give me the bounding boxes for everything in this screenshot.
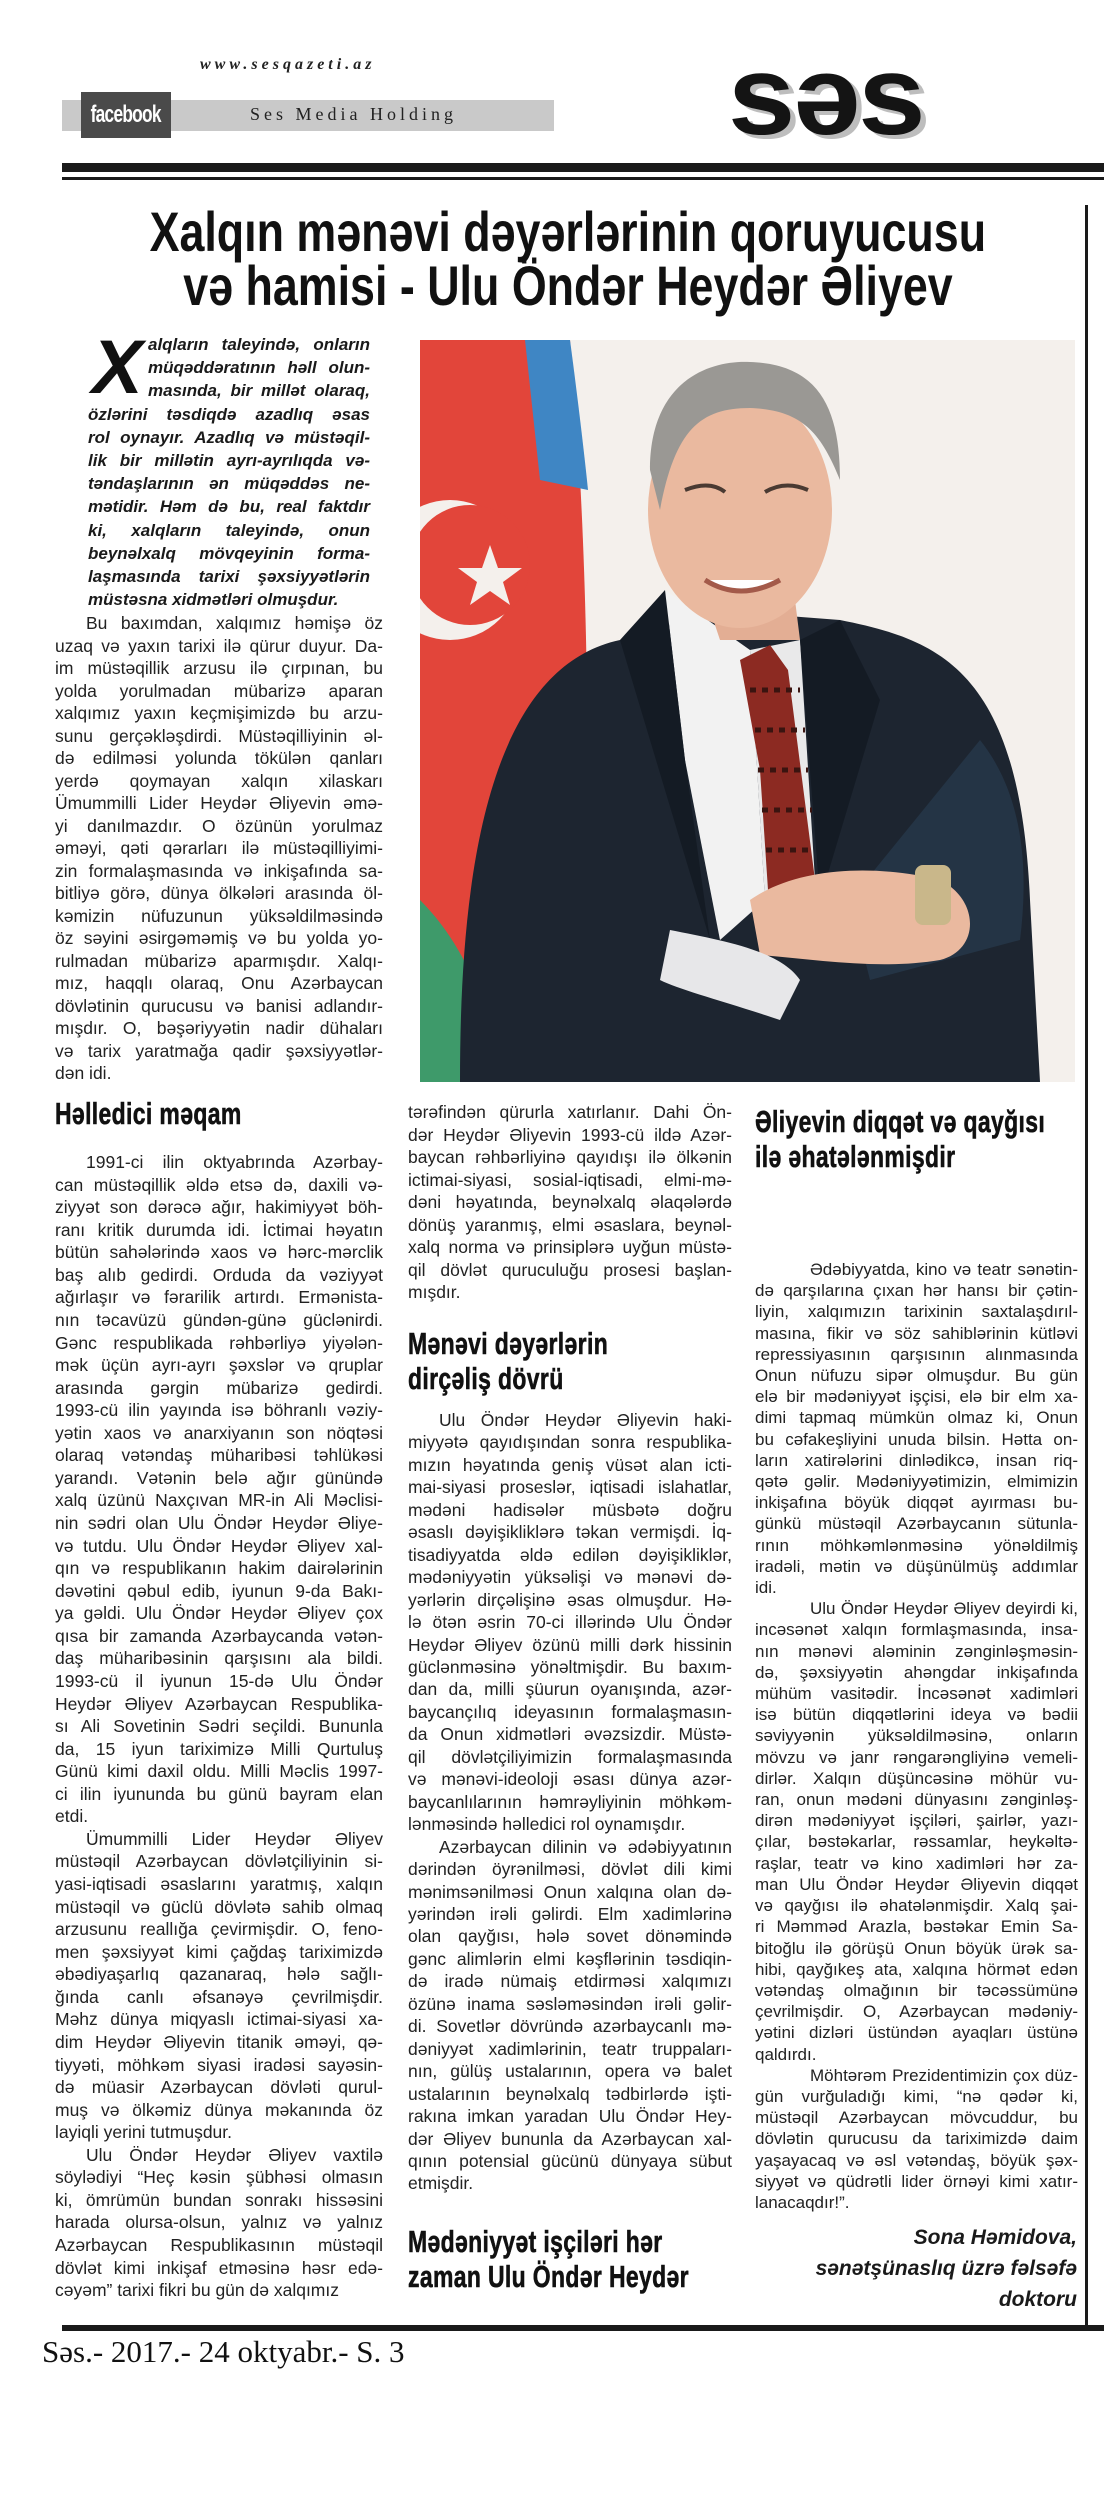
text-line: idi.: [755, 1578, 777, 1598]
text-line: yətini dizləri üstündən ayaqları üstünə: [755, 2023, 1078, 2043]
author-title: doktoru: [998, 2288, 1077, 2311]
text-line: yolda yorulmadan mübarizə aparan: [55, 680, 383, 701]
text-line: dan da, milli şüurun oyanışında, azər-: [408, 1679, 732, 1700]
text-line: Ümummilli Lider Heydər Əliyev: [86, 1828, 383, 1849]
text-line: ğında canlı əfsanəyə çevrilmişdir.: [55, 1986, 383, 2007]
text-line: mai-siyasi proseslər, iqtisadi islahatlar,: [408, 1477, 732, 1498]
text-line: Azərbaycan Respublikasının müstəqil: [55, 2235, 383, 2255]
text-line: dimi tapmaq mümkün olmaz ki, Onun: [755, 1408, 1078, 1428]
portrait-photo: [420, 340, 1075, 1082]
text-line: ziyyət son dərəcə ağır, hakimiyyət böh-: [55, 1197, 383, 1218]
newspaper-logo: səs: [728, 33, 924, 158]
text-line: ran, onun mədəni dünyasını zənginləş-: [755, 1790, 1078, 1810]
text-line: nın təcavüzü gündən-günə güclənirdi.: [55, 1309, 383, 1330]
masthead-rule: [62, 163, 1104, 172]
text-line: yarandı. Vətənin belə ağır günündə: [55, 1467, 383, 1488]
text-line: beynəlxalq mövqeyinin forma-: [88, 543, 370, 563]
text-line: man Ulu Öndər Heydər Əliyevin diqqət: [755, 1874, 1078, 1894]
text-line: mədəni hadisələr müsbətə doğru: [408, 1499, 732, 1520]
heading-line: [408, 1361, 732, 1396]
text-line: Ümummilli Lider Heydər Əliyevin əmə-: [55, 793, 383, 813]
text-line: kəmizin nüfuzunun yüksəldilməsində: [55, 905, 383, 926]
text-line: ki, xalqların taleyində, onun: [88, 520, 370, 540]
drop-cap: X: [92, 325, 143, 410]
text-line: mövzu və janr rəngarəngliyinə vemeli-: [755, 1747, 1078, 1767]
text-line: əməyi, qəti qərarları ilə müstəqilliyimi-: [55, 838, 383, 858]
text-line: qın və respublikanın hakim dairələrinin: [55, 1558, 383, 1579]
text-line: liyin, xalqımızın tarixinin saxtalaşdırıl-: [755, 1302, 1078, 1322]
text-line: mənimsənilməsi Onun xalqına olan də-: [408, 1881, 732, 1902]
text-line: da Onun xidmətləri əvəzsizdir. Müstə-: [408, 1724, 732, 1745]
text-line: çevrilmişdir. O, Azərbaycan mədəniy-: [755, 2002, 1078, 2022]
text-line: rulmadan mübarizə aparmışdır. Xalqı-: [55, 950, 383, 971]
text-line: yaşayacaq və əsl vətəndaş, böyük şəx-: [755, 2150, 1078, 2170]
text-line: nin sədri olan Ulu Öndər Heydər Əliye-: [55, 1513, 383, 1533]
text-line: gənc alimlərin elmi kəşflərinin təsdiqin-: [408, 1948, 732, 1969]
text-line: mışdır.: [408, 1282, 461, 1302]
text-line: lənməsində həlledici rol oynamışdır.: [408, 1814, 686, 1835]
text-line: xalq üzünü Naxçıvan MR-in Ali Məclisi-: [55, 1490, 383, 1511]
text-line: yasi-iqtisadi əsaslarını yaratmış, xalqın: [55, 1874, 383, 1894]
text-line: baycanlılarının həmrəyliyinin möhkəm-: [408, 1791, 732, 1812]
text-line: qil dövlətçiliyimizin formalaşmasında: [408, 1746, 732, 1767]
text-line: rol oynayır. Azadlıq və müstəqil-: [88, 427, 370, 447]
heading-line: [55, 1096, 383, 1131]
facebook-icon[interactable]: [81, 92, 171, 138]
text-line: Bu baxımdan, xalqımız həmişə öz: [86, 613, 383, 633]
text-line: iradəli, mətin və düşünülmüş addımlar: [755, 1556, 1078, 1576]
text-line: və tarix yaratmağa qadir şəxsiyyətlər-: [55, 1040, 383, 1061]
text-line: alqların taleyində, onların: [148, 335, 370, 354]
text-line: yərlərin dirçəlişinə əsas olmuşdur. Hə-: [408, 1589, 732, 1610]
text-line: uzaq və yaxın tarixi ilə qürur duyur. Da-: [55, 635, 383, 656]
text-line: dəvətini qəbul edib, iyunun 9-da Bakı-: [55, 1580, 383, 1601]
text-line: mək üçün ayrı-ayrı şəxslər və qruplar: [55, 1355, 383, 1376]
text-line: 1993-cü ilin yayında isə böhranlı vəziy-: [55, 1400, 383, 1421]
text-line: im müstəqillik arzusu ilə çırpınan, bu: [55, 658, 383, 678]
text-line: Ulu Öndər Heydər Əliyev vaxtilə: [86, 2144, 383, 2165]
heading-text: dirçəliş dövrü: [408, 1361, 564, 1396]
text-line: vətəndaş olmağının bir təcəssümünə: [755, 1980, 1078, 2000]
middle-column-text: [408, 1409, 732, 2195]
text-line: gün vurğuladığı kimi, “nə qədər ki,: [755, 2086, 1078, 2106]
author-title: sənətşünaslıq üzrə fəlsəfə: [815, 2257, 1077, 2280]
text-line: hibi, qayğıkeş ata, xalqına hörmət edən: [755, 1959, 1078, 1979]
text-line: harada olursa-olsun, yalnız və yalnız: [55, 2212, 383, 2233]
citation: Səs.- 2017.- 24 oktyabr.- S. 3: [42, 2334, 405, 2369]
left-column-text: [55, 612, 383, 1085]
text-line: dövlətinin qurucusu və banisi adlandır-: [55, 995, 383, 1016]
text-line: günkü müstəqil Azərbaycanın sütunla-: [755, 1514, 1078, 1534]
text-line: ri Məmməd Arazla, bəstəkar Emin Sa-: [755, 1917, 1078, 1937]
text-line: Gənc respublikada rəhbərliyə yiyələn-: [55, 1332, 383, 1353]
title-text: və hamisi - Ulu Öndər Heydər Əliyev: [183, 254, 953, 317]
holding-name: Ses Media Holding: [250, 104, 457, 124]
text-line: rakına imkan yaradan Ulu Öndər Hey-: [408, 2106, 732, 2127]
text-line: ranı kritik durumda idi. İctimai həyatın: [55, 1219, 383, 1240]
heading-text: Əliyevin diqqət və qayğısı: [755, 1104, 1046, 1139]
article-title-line-1: [40, 200, 1096, 263]
text-line: və tutdu. Ulu Öndər Heydər Əliyev xal-: [55, 1535, 383, 1556]
text-line: baycançılıq ideyasının formalaşmasın-: [408, 1701, 732, 1722]
text-line: da, 15 iyun tariximizə Milli Qurtuluş: [55, 1738, 383, 1759]
text-line: əsaslı dəyişikliklərə təkan vermişdi. İq-: [408, 1522, 732, 1543]
text-line: qının potensial gücünü dünyaya sübut: [408, 2150, 732, 2171]
text-line: Ulu Öndər Heydər Əliyevin haki-: [439, 1410, 732, 1430]
text-line: miyyətə qayıdışından sonra respublika-: [408, 1432, 732, 1453]
facebook-label: facebook: [90, 101, 162, 128]
text-line: Günü kimi daxil oldu. Milli Məclis 1997-: [55, 1761, 383, 1782]
text-line: Heydər Əliyev özünü milli dərk hissinin: [408, 1634, 732, 1655]
text-line: isə bütün diqqətlərini ideya və bədii: [755, 1705, 1078, 1725]
text-line: dər Heydər Əliyevin 1993-cü ildə Azər-: [408, 1124, 732, 1145]
text-line: baycan rəhbərliyinə qayıdışı ilə ölkənin: [408, 1147, 732, 1167]
text-line: ci ilin iyununda bu günü bayram elan: [55, 1783, 383, 1804]
text-line: 1993-cü il iyunun 15-də Ulu Öndər: [55, 1670, 383, 1691]
text-line: də edilməsi yolunda tökülən qanları: [55, 748, 383, 768]
text-line: dövlət kimi inkişaf etməsinə həsr edə-: [55, 2257, 383, 2278]
heading-text: Həlledici məqam: [55, 1096, 242, 1131]
website-url[interactable]: www.sesqazeti.az: [200, 56, 376, 73]
column-divider: [1085, 205, 1088, 2325]
title-text: Xalqın mənəvi dəyərlərinin qoruyucusu: [149, 200, 987, 263]
heading-text: zaman Ulu Öndər Heydər: [408, 2259, 689, 2294]
text-line: sı Ali Sovetinin Sədri seçildi. Bununla: [55, 1716, 383, 1737]
text-line: özünə inama səsləməsindən irəli gəlir-: [408, 1993, 732, 2014]
text-line: tisadiyyatda əldə edilən dəyişikliklər,: [408, 1544, 732, 1565]
text-line: repressiyasının qarşısının alınmasında: [755, 1344, 1078, 1364]
text-line: ki, ömrümün bundan sonrakı hissəsini: [55, 2189, 383, 2210]
text-line: lanacaqdır!”.: [755, 2192, 850, 2212]
text-line: mühüm vasitədir. İncəsənət xadimləri: [755, 1684, 1078, 1704]
text-line: mətidir. Həm də bu, real faktdır: [88, 497, 370, 517]
text-line: əbədiyaşarlıq qazanaraq, hələ sağlı-: [55, 1964, 383, 1985]
text-line: bitliyə görə, dünya ölkələri arasında öl-: [55, 883, 383, 903]
text-line: Azərbaycan dilinin və ədəbiyyatının: [439, 1836, 732, 1857]
text-line: də iradə nümaiş etdirməsi xalqımızı: [408, 1971, 732, 1992]
text-line: siyyət və qüdrətli lider örnəyi kimi xatır-: [755, 2171, 1078, 2191]
article-title-line-2: [40, 254, 1096, 317]
text-line: dər Əliyev bununla da Azərbaycan xal-: [408, 2128, 732, 2149]
article-lead: [88, 333, 370, 611]
text-line: etdi.: [55, 1806, 89, 1827]
text-line: elə bir mədəniyyət işçisi, elə bir elm xa-: [755, 1387, 1078, 1407]
text-line: bu cəfakeşliyini unuda bilsin. Hətta on-: [755, 1429, 1078, 1449]
heading-line: [408, 2259, 732, 2294]
text-line: daş müharibəsinin qarşısını ala bildi.: [55, 1648, 383, 1669]
text-line: dəniyyət xadimlərinin, teatr truppaları-: [408, 2038, 732, 2059]
text-line: müstəqil Azərbaycan mövcuddur, bu: [755, 2108, 1078, 2128]
text-line: dirlər. Xalqın düşüncəsinə möhür vu-: [755, 1768, 1078, 1788]
text-line: yi danılmazdır. O özünün yorulmaz: [55, 815, 383, 836]
author-name: Sona Həmidova,: [913, 2226, 1077, 2249]
text-line: mız, haqqlı olaraq, Onu Azərbaycan: [55, 973, 383, 993]
masthead-rule-thin: [62, 177, 1104, 180]
footer-rule: [62, 2325, 1104, 2331]
text-line: ictimai-siyasi, sosial-iqtisadi, elmi-mə-: [408, 1169, 732, 1190]
text-line: Ulu Öndər Heydər Əliyev deyirdi ki,: [810, 1599, 1078, 1619]
text-line: xalq norma və prinsiplərə uyğun müstə-: [408, 1237, 732, 1257]
text-line: incəsənət xalqın formlaşmasında, insa-: [755, 1620, 1078, 1640]
text-line: 1991-ci ilin oktyabrında Azərbay-: [86, 1152, 383, 1172]
text-line: etmişdir.: [408, 2173, 474, 2194]
text-line: də, şəxsiyyətin ahəngdar inkişafında: [755, 1662, 1078, 1682]
text-line: Möhtərəm Prezidentimizin çox düz-: [810, 2065, 1078, 2085]
heading-line: [408, 2224, 732, 2259]
left-column-text: [55, 1151, 383, 2302]
text-line: dim Heydər Əliyevin titanik əməyi, qə-: [55, 2031, 383, 2052]
text-line: can müstəqillik əldə etsə də, daxili və-: [55, 1174, 383, 1195]
text-line: qil dövlət quruculuğu prosesi başlan-: [408, 1259, 732, 1280]
text-line: də qarşılarına çıxan hər hansı bir çətin-: [755, 1281, 1078, 1301]
author-signature: [755, 2222, 1077, 2315]
text-line: layiqli yerini tutmuşdur.: [55, 2122, 233, 2143]
text-line: sunu gerçəkləşdirdi. Müstəqilliyinin əl-: [55, 725, 383, 746]
text-line: çılar, bəstəkarlar, rəssamlar, heykəltə-: [755, 1832, 1078, 1852]
portrait-image: [420, 340, 1075, 1082]
text-line: tərəfindən qürurla xatırlanır. Dahi Ön-: [408, 1102, 732, 1122]
text-line: arasında gərgin mübarizə gedirdi.: [55, 1377, 383, 1398]
section-heading: [55, 1096, 383, 1131]
text-line: arzusunu reallığa çevirmişdir. O, feno-: [55, 1919, 383, 1940]
text-line: ların xatirələrini dinlədikcə, insan riq-: [755, 1450, 1078, 1470]
text-line: Ədəbiyyatda, kino və teatr sənətin-: [810, 1260, 1078, 1279]
text-line: səviyyənin yüksəldilməsinə, onların: [755, 1726, 1078, 1746]
text-line: qətə gəlir. Mədəniyyətimizin, elmimizin: [755, 1472, 1078, 1492]
text-line: men şəxsiyyət kimi çağdaş tariximizdə: [55, 1941, 383, 1962]
text-line: lə ötən əsrin 70-ci illərində Ulu Öndər: [408, 1612, 732, 1633]
text-line: yərindən irəli gəlirdi. Elm xadimlərinə: [408, 1903, 732, 1924]
text-line: güclənməsinə yönəltmişdir. Bu baxım-: [408, 1656, 732, 1677]
text-line: və qayğısı ilə əhatələnmişdir. Xalq şai-: [755, 1896, 1078, 1916]
section-heading: [755, 1104, 1078, 1174]
text-line: lik bir millətin ayrı-ayrılıqda və-: [88, 451, 370, 471]
text-line: bütün sahələrində xaos və hərc-mərclik: [55, 1242, 383, 1263]
text-line: olan qayğısı, hələ sovet dönəmində: [408, 1926, 732, 1947]
text-line: bitoğlu ilə görüşü Onun böyük ürək sa-: [755, 1938, 1078, 1958]
text-line: təndaşlarının ən müqəddəs ne-: [88, 474, 370, 494]
right-column-text: [755, 1259, 1078, 2213]
text-line: müstəqil və güclü dövlətə sahib olmaq: [55, 1896, 383, 1917]
text-line: nın, gülüş ustalarının, opera və balet: [408, 2061, 732, 2082]
text-line: zin formalaşmasında və inkişafında sa-: [55, 860, 383, 881]
heading-line: [755, 1139, 1078, 1174]
text-line: ağırlaşır və fərarilik artırdı. Ermənista-: [55, 1287, 383, 1308]
text-line: öz səyini əsirgəməmiş və bu yolda yo-: [55, 928, 383, 948]
heading-text: Mənəvi dəyərlərin: [408, 1326, 609, 1361]
text-line: də müasir Azərbaycan dövləti qurul-: [55, 2077, 383, 2098]
text-line: masına, fikir və söz sahiblərinin kütləvi: [755, 1323, 1078, 1343]
middle-column-text: [408, 1101, 732, 1304]
text-line: dəni həyatında, beynəlxalq əlaqələrdə: [408, 1192, 732, 1212]
text-line: dönüş yaranmış, elmi əsaslara, beynəl-: [408, 1214, 732, 1235]
text-line: dən idi.: [55, 1063, 112, 1083]
heading-text: Mədəniyyət işçiləri hər: [408, 2224, 663, 2259]
text-line: müstəsna xidmətləri olmuşdur.: [88, 590, 339, 610]
section-heading: [408, 1326, 732, 1396]
text-line: masında, bir millət olaraq,: [148, 381, 370, 401]
text-line: muş və ölkəmiz dünya məkanında öz: [55, 2099, 383, 2120]
text-line: mızın həyatında geniş vüsət alan icti-: [408, 1454, 732, 1475]
text-line: inkişafına böyük diqqət ayırması bu-: [755, 1493, 1078, 1513]
text-line: mədəniyyətin yüksəlişi və mənəvi də-: [408, 1567, 732, 1588]
text-line: ya gəldi. Ulu Öndər Heydər Əliyev çox: [55, 1603, 383, 1624]
text-line: ustalarının beynəlxalq tədbirlərdə işti-: [408, 2083, 732, 2104]
text-line: tiyyəti, möhkəm siyasi iradəsi sayəsin-: [55, 2054, 383, 2075]
text-line: müstəqil Azərbaycan dövlətçiliyinin si-: [55, 1851, 383, 1872]
text-line: baş alıb gedirdi. Orduda da vəziyyət: [55, 1264, 383, 1285]
text-line: rının möhkəmlənməsinə yönəldilmiş: [755, 1535, 1078, 1555]
text-line: xalqımız yaxın keçmişimizdə bu arzu-: [55, 703, 383, 723]
heading-text: ilə əhatələnmişdir: [755, 1139, 956, 1174]
heading-line: [755, 1104, 1078, 1139]
text-line: olaraq vətəndaş müharibəsi təhlükəsi: [55, 1445, 383, 1466]
text-line: qısa bir zamanda Azərbaycanda vətən-: [55, 1625, 383, 1646]
text-line: yətin xaos və anarxiyanın son nöqtəsi: [55, 1422, 383, 1443]
text-line: müqəddəratının həll olun-: [148, 358, 370, 378]
text-line: nın mənəvi aləminin zənginləşməsin-: [755, 1641, 1078, 1661]
text-line: raşlar, teatr və kino xadimləri hər za-: [755, 1853, 1078, 1873]
text-line: söylədiyi “Heç kəsin şübhəsi olmasın: [55, 2167, 383, 2188]
text-line: qaldırdı.: [755, 2044, 817, 2064]
text-line: dövlətin qurucusu da tariximizdə daim: [755, 2129, 1078, 2149]
text-line: və mənəvi-ideoloji əsası dünya azər-: [408, 1769, 732, 1790]
text-line: Heydər Əliyev Azərbaycan Respublika-: [55, 1693, 383, 1714]
text-line: dirən mədəniyyət işçiləri, şairlər, yazı-: [755, 1811, 1078, 1831]
text-line: mışdır. O, bəşəriyyətin nadir dühaları: [55, 1018, 383, 1038]
text-line: yerdə qoymayan xalqın xilaskarı: [55, 770, 383, 791]
text-line: özlərini təsdiqdə azadlıq əsas: [88, 404, 370, 424]
text-line: cəyəm” tarixi fikri bu gün də xalqımız: [55, 2280, 339, 2301]
text-line: di. Sovetlər dövründə azərbaycanlı mə-: [408, 2016, 732, 2037]
text-line: Məhz dünya miqyaslı ictimai-siyasi xa-: [55, 2009, 383, 2030]
text-line: laşmasında tarixi şəxsiyyətlərin: [88, 567, 370, 587]
section-heading: [408, 2224, 732, 2294]
text-line: Onun nüfuzu sipər olmuşdur. Bu gün: [755, 1366, 1078, 1386]
heading-line: [408, 1326, 732, 1361]
text-line: dərindən öyrənilməsi, dövlət dili kimi: [408, 1859, 732, 1880]
